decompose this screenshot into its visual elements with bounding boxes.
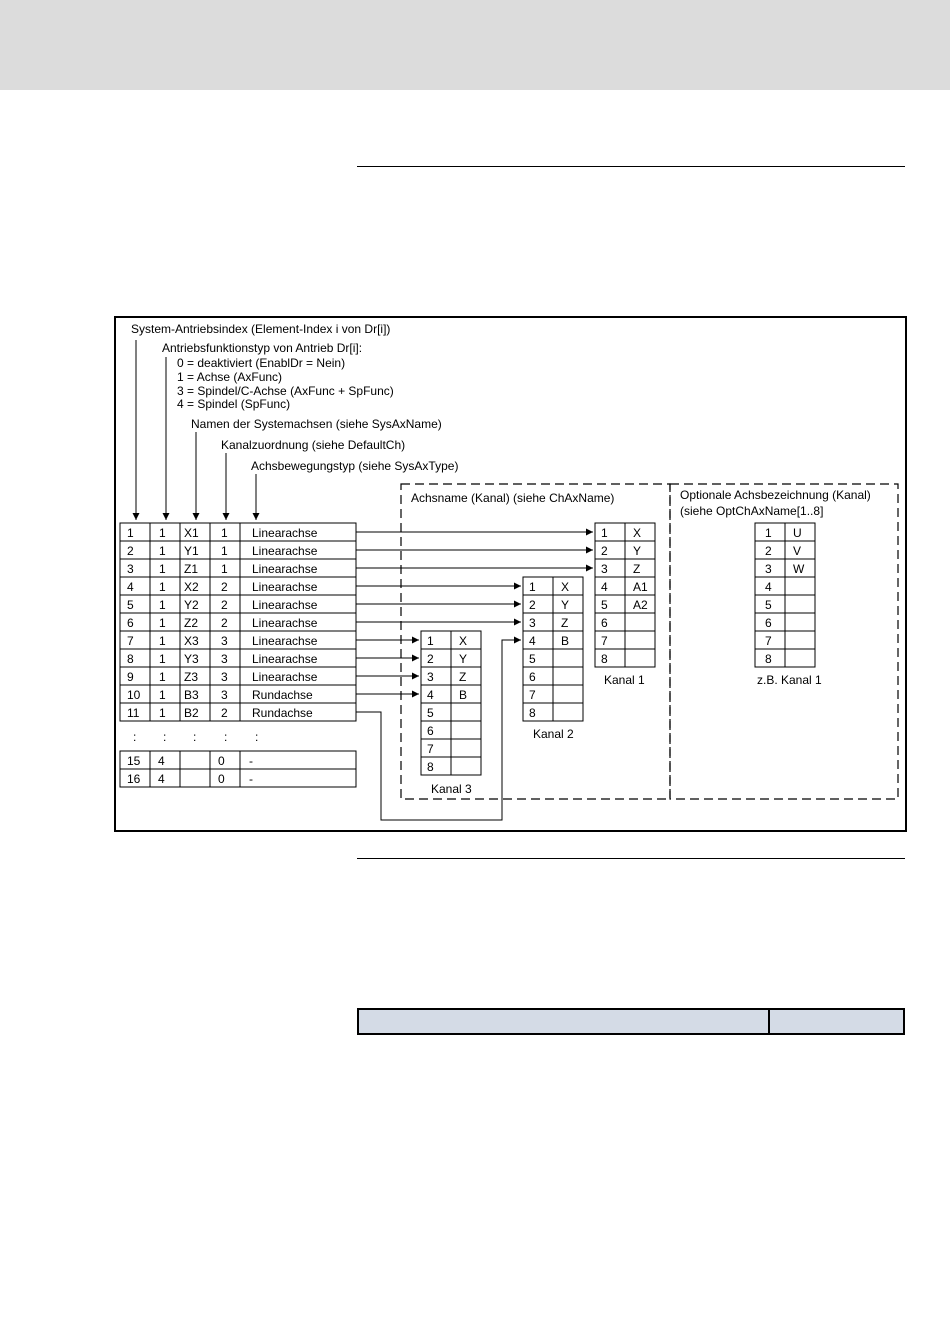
- table-cell: Y: [633, 544, 642, 558]
- table-cell: 6: [127, 616, 134, 630]
- table-row: [755, 595, 815, 613]
- table-cell: Z: [459, 670, 467, 684]
- table-cell: 3: [127, 562, 134, 576]
- table-cell: Y3: [184, 652, 199, 666]
- row-border: [120, 595, 356, 613]
- system-axis-table: [120, 523, 356, 721]
- table-cell: 1: [159, 598, 166, 612]
- table-cell: U: [793, 526, 802, 540]
- table-cell: 4: [765, 580, 772, 594]
- table-cell: Linearachse: [252, 652, 318, 666]
- table-row: [595, 541, 655, 559]
- table-cell: 4: [127, 580, 134, 594]
- table-row: [120, 667, 356, 685]
- channel-1-table: [595, 523, 655, 667]
- ellipsis-mark: :: [133, 730, 137, 744]
- table-cell: 10: [127, 688, 141, 702]
- table-row: [595, 595, 655, 613]
- table-cell: Rundachse: [252, 706, 313, 720]
- table-header-cell: [359, 1010, 770, 1033]
- table-cell: 2: [221, 598, 228, 612]
- table-cell: 7: [765, 634, 772, 648]
- label-func-1: 1 = Achse (AxFunc): [177, 370, 283, 384]
- table-cell: B3: [184, 688, 199, 702]
- table-cell: X2: [184, 580, 199, 594]
- table-cell: 1: [221, 544, 228, 558]
- table-cell: 5: [601, 598, 608, 612]
- table-row: [421, 721, 481, 739]
- table-cell: -: [249, 754, 253, 768]
- table-row: [120, 559, 356, 577]
- table-cell: 5: [427, 706, 434, 720]
- table-cell: Linearachse: [252, 634, 318, 648]
- table-cell: 9: [127, 670, 134, 684]
- table-row: [523, 631, 583, 649]
- table-cell: 1: [127, 526, 134, 540]
- table-cell: 3: [221, 652, 228, 666]
- table-cell: 1: [765, 526, 772, 540]
- table-cell: Z1: [184, 562, 199, 576]
- table-row: [421, 667, 481, 685]
- table-cell: B: [561, 634, 570, 648]
- table-row: [523, 577, 583, 595]
- row-border: [120, 631, 356, 649]
- table-cell: X: [561, 580, 570, 594]
- table-cell: 2: [765, 544, 772, 558]
- table-row: [421, 703, 481, 721]
- table-cell: 1: [159, 616, 166, 630]
- table-cell: X3: [184, 634, 199, 648]
- table-row: [120, 685, 356, 703]
- table-cell: Y: [561, 598, 570, 612]
- table-cell: 2: [221, 616, 228, 630]
- table-row: [120, 577, 356, 595]
- table-cell: 5: [529, 652, 536, 666]
- table-cell: 6: [601, 616, 608, 630]
- table-row: [120, 523, 356, 541]
- table-cell: 6: [427, 724, 434, 738]
- table-cell: 1: [159, 580, 166, 594]
- table-row: [421, 739, 481, 757]
- table-row: [523, 595, 583, 613]
- table-cell: 1: [159, 670, 166, 684]
- table-cell: 7: [601, 634, 608, 648]
- table-cell: 8: [127, 652, 134, 666]
- table-cell: 1: [159, 652, 166, 666]
- table-cell: Linearachse: [252, 526, 318, 540]
- table-row: [755, 541, 815, 559]
- table-cell: 8: [529, 706, 536, 720]
- table-cell: 3: [765, 562, 772, 576]
- label-channel-assign: Kanalzuordnung (siehe DefaultCh): [221, 438, 406, 452]
- label-opt-axname-1: Optionale Achsbezeichnung (Kanal): [680, 488, 871, 502]
- ellipsis-mark: :: [255, 730, 259, 744]
- label-func-type: Antriebsfunktionstyp von Antrieb Dr[i]:: [162, 341, 363, 355]
- label-func-3: 3 = Spindel/C-Achse (AxFunc + SpFunc): [177, 384, 394, 398]
- table-cell: B: [459, 688, 468, 702]
- ellipsis-mark: :: [163, 730, 167, 744]
- table-cell: Linearachse: [252, 598, 318, 612]
- table-cell: Linearachse: [252, 580, 318, 594]
- table-row: [755, 649, 815, 667]
- table-row: [120, 631, 356, 649]
- row-border: [120, 769, 356, 787]
- table-row: [595, 613, 655, 631]
- table-cell: 1: [601, 526, 608, 540]
- table-row: [595, 523, 655, 541]
- table-cell: 5: [127, 598, 134, 612]
- row-border: [120, 685, 356, 703]
- table-cell: Linearachse: [252, 670, 318, 684]
- table-cell: 1: [427, 634, 434, 648]
- table-cell: Linearachse: [252, 562, 318, 576]
- table-cell: 2: [427, 652, 434, 666]
- table-row: [120, 751, 356, 769]
- label-func-0: 0 = deaktiviert (EnablDr = Nein): [177, 356, 346, 370]
- table-cell: 1: [221, 526, 228, 540]
- table-cell: 4: [529, 634, 536, 648]
- table-cell: 3: [221, 670, 228, 684]
- table-cell: Z3: [184, 670, 199, 684]
- table-cell: Linearachse: [252, 616, 318, 630]
- table-cell: X1: [184, 526, 199, 540]
- table-cell: 11: [127, 706, 140, 720]
- table-cell: 4: [158, 754, 165, 768]
- table-row: [120, 649, 356, 667]
- table-row: [523, 703, 583, 721]
- table-cell: Z: [633, 562, 641, 576]
- empty-table-header: [357, 1008, 905, 1035]
- table-cell: 2: [221, 580, 228, 594]
- table-cell: 0: [218, 772, 225, 786]
- table-row: [421, 757, 481, 775]
- table-cell: 1: [159, 706, 166, 720]
- table-cell: Z: [561, 616, 569, 630]
- table-row: [755, 577, 815, 595]
- label-opt-axname-2: (siehe OptChAxName[1..8]: [680, 504, 824, 518]
- label-func-4: 4 = Spindel (SpFunc): [177, 397, 291, 411]
- table-cell: Rundachse: [252, 688, 313, 702]
- table-cell: 1: [221, 562, 228, 576]
- table-cell: 3: [221, 634, 228, 648]
- table-row: [523, 649, 583, 667]
- table-cell: 1: [159, 688, 166, 702]
- table-header-cell: [770, 1010, 903, 1033]
- table-row: [120, 541, 356, 559]
- table-cell: 3: [529, 616, 536, 630]
- label-sys-index: System-Antriebsindex (Element-Index i von Dr[i]): [131, 322, 391, 336]
- table-cell: 4: [158, 772, 165, 786]
- table-cell: 15: [127, 754, 141, 768]
- table-cell: -: [249, 772, 253, 786]
- table-cell: 5: [765, 598, 772, 612]
- table-row: [755, 613, 815, 631]
- table-cell: 2: [529, 598, 536, 612]
- table-cell: 2: [221, 706, 228, 720]
- table-cell: 2: [601, 544, 608, 558]
- table-cell: A2: [633, 598, 648, 612]
- row-border: [120, 667, 356, 685]
- table-cell: 16: [127, 772, 141, 786]
- table-row: [523, 667, 583, 685]
- row-border: [120, 649, 356, 667]
- label-ch-axname: Achsname (Kanal) (siehe ChAxName): [411, 491, 615, 505]
- table-cell: 7: [127, 634, 134, 648]
- table-cell: 8: [427, 760, 434, 774]
- row-border: [120, 703, 356, 721]
- table-cell: 8: [765, 652, 772, 666]
- table-cell: X: [633, 526, 642, 540]
- table-cell: 3: [221, 688, 228, 702]
- table-cell: Z2: [184, 616, 199, 630]
- table-row: [595, 577, 655, 595]
- table-cell: 3: [601, 562, 608, 576]
- table-row: [595, 559, 655, 577]
- channel-3-table: [421, 631, 481, 775]
- label-sys-names: Namen der Systemachsen (siehe SysAxName): [191, 417, 442, 431]
- table-row: [120, 703, 356, 721]
- label-motion-type: Achsbewegungstyp (siehe SysAxType): [251, 459, 459, 473]
- table-row: [421, 631, 481, 649]
- table-cell: Y: [459, 652, 468, 666]
- table-cell: 8: [601, 652, 608, 666]
- table-row: [595, 631, 655, 649]
- ellipsis-mark: :: [193, 730, 197, 744]
- table-row: [755, 559, 815, 577]
- table-cell: W: [793, 562, 805, 576]
- row-border: [120, 751, 356, 769]
- optional-axis-table: [755, 523, 815, 667]
- channel-2-table: [523, 577, 583, 721]
- table-cell: 4: [601, 580, 608, 594]
- table-cell: 6: [765, 616, 772, 630]
- row-border: [120, 541, 356, 559]
- table-row: [120, 595, 356, 613]
- table-cell: B2: [184, 706, 199, 720]
- table-row: [755, 631, 815, 649]
- table-row: [755, 523, 815, 541]
- table-row: [120, 613, 356, 631]
- ellipsis-mark: :: [224, 730, 228, 744]
- table-cell: Y1: [184, 544, 199, 558]
- table-cell: 3: [427, 670, 434, 684]
- table-row: [120, 769, 356, 787]
- table-cell: 1: [529, 580, 536, 594]
- table-cell: 2: [127, 544, 134, 558]
- table-cell: Y2: [184, 598, 199, 612]
- table-cell: 7: [529, 688, 536, 702]
- table-row: [523, 685, 583, 703]
- row-border: [120, 613, 356, 631]
- table-cell: X: [459, 634, 468, 648]
- table-cell: 0: [218, 754, 225, 768]
- table-cell: 1: [159, 526, 166, 540]
- table-cell: 6: [529, 670, 536, 684]
- table-cell: Linearachse: [252, 544, 318, 558]
- system-axis-table-tail: [120, 751, 356, 787]
- row-border: [120, 559, 356, 577]
- table-row: [523, 613, 583, 631]
- channel-2-label: Kanal 2: [533, 727, 574, 741]
- row-border: [120, 523, 356, 541]
- table-cell: 1: [159, 562, 166, 576]
- row-border: [120, 577, 356, 595]
- table-cell: A1: [633, 580, 648, 594]
- ellipsis-row: [133, 730, 258, 744]
- table-row: [421, 685, 481, 703]
- table-cell: 1: [159, 634, 166, 648]
- channel-3-label: Kanal 3: [431, 782, 472, 796]
- table-cell: 4: [427, 688, 434, 702]
- channel-1-label: Kanal 1: [604, 673, 645, 687]
- table-cell: 1: [159, 544, 166, 558]
- table-cell: V: [793, 544, 802, 558]
- table-cell: 7: [427, 742, 434, 756]
- optional-table-label: z.B. Kanal 1: [757, 673, 822, 687]
- table-row: [595, 649, 655, 667]
- table-row: [421, 649, 481, 667]
